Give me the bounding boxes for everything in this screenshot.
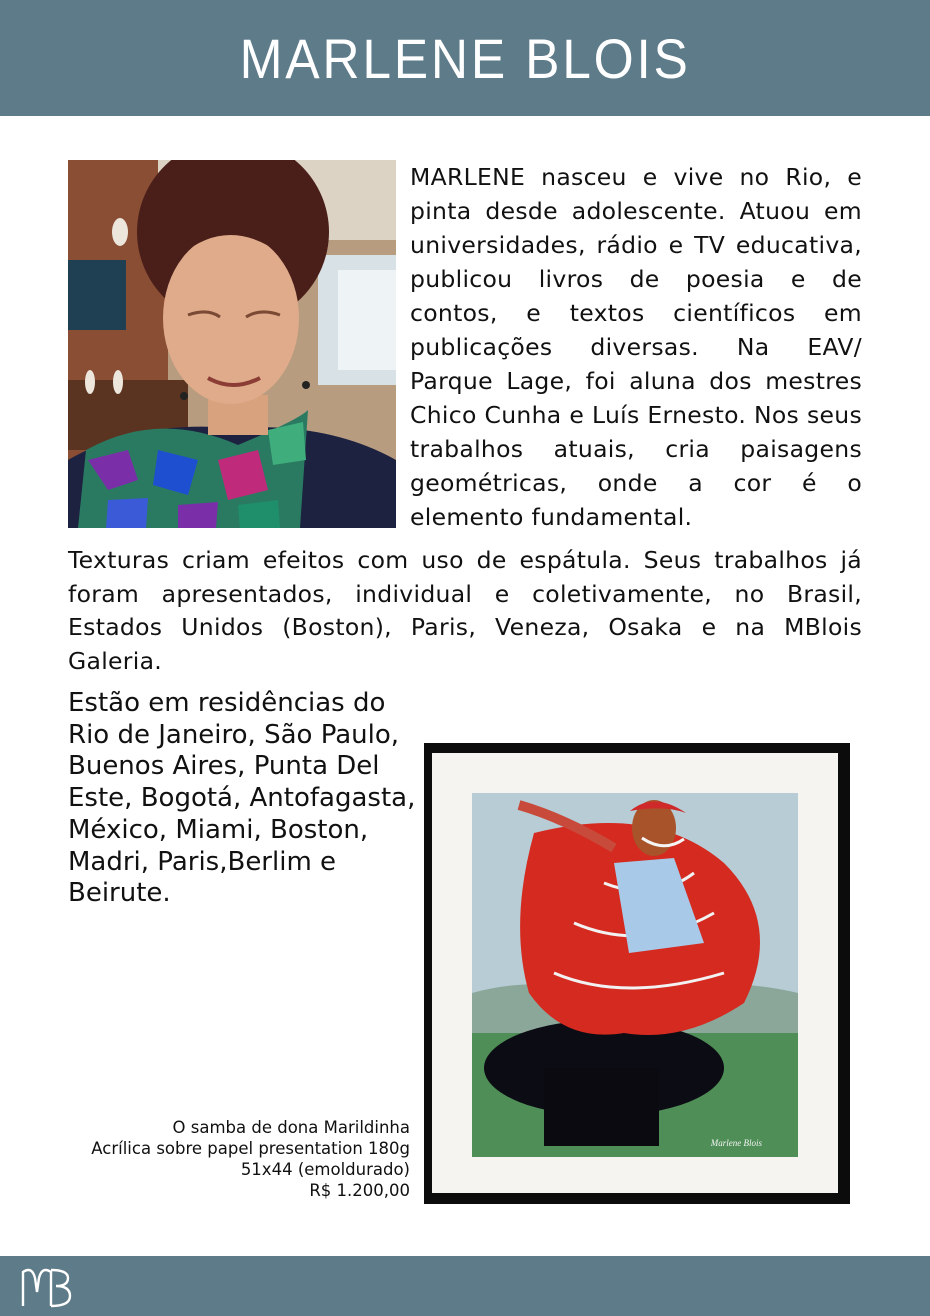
mb-logo-icon bbox=[20, 1264, 72, 1308]
artwork-technique: Acrílica sobre papel presentation 180g bbox=[91, 1139, 410, 1158]
collections-residences: Estão em residências do Rio de Janeiro, São Paulo, Buenos Aires, Punta Del Este, Bogotá, Antofagasta, México, Miami, Boston, Madri, Paris,Berlim e Beirute. bbox=[68, 688, 416, 909]
artist-portrait-photo bbox=[68, 160, 396, 528]
artwork-price: R$ 1.200,00 bbox=[309, 1181, 410, 1200]
artwork-dimensions: 51x44 (emoldurado) bbox=[240, 1160, 410, 1179]
biography-continuation: Texturas criam efeitos com uso de espátula. Seus trabalhos já foram apresentados, individual e coletivamente, no Brasil, Estados Unidos (Boston), Paris, Veneza, Osaka e na MBlois Galeria. bbox=[68, 546, 862, 675]
page-title: MARLENE BLOIS bbox=[239, 26, 691, 90]
biography-intro: MARLENE nasceu e vive no Rio, e pinta desde adolescente. Atuou em universidades, rádio e TV educativa, publicou livros de poesia e de contos, e textos científicos em publicações diversas. Na EAV/ Parque Lage, foi aluna dos mestres Chico Cunha e Luís Ernesto. Nos seus trabalhos atuais, cria paisagens geométricas, onde a cor é o elemento fundamental. bbox=[410, 163, 862, 531]
artwork-image bbox=[424, 743, 850, 1204]
page-header bbox=[0, 0, 930, 116]
artwork-signature: Marlene Blois bbox=[710, 1138, 762, 1148]
artwork-title: O samba de dona Marildinha bbox=[172, 1118, 410, 1137]
artwork-caption bbox=[60, 1117, 410, 1201]
page-footer bbox=[0, 1256, 930, 1316]
